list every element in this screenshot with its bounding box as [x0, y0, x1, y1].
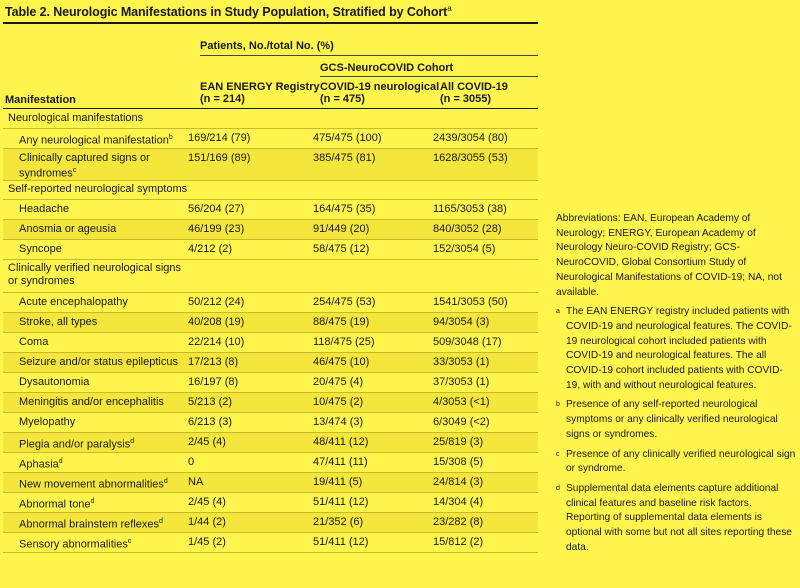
- cell-c2: 164/475 (35): [303, 200, 421, 220]
- header-col3: [440, 81, 508, 105]
- cell-c1: 46/199 (23): [181, 220, 303, 240]
- header-subgroup: GCS-NeuroCOVID Cohort: [320, 62, 454, 74]
- cell-c2: 118/475 (25): [303, 333, 421, 353]
- row-label: [3, 373, 181, 393]
- cell-c1: 5/213 (2): [181, 393, 303, 413]
- footnote-letter: b: [556, 401, 560, 409]
- row-label-text: Clinically captured signs or: [19, 152, 150, 164]
- row-label-text: Sensory abnormalities: [19, 538, 128, 551]
- table-row: [3, 433, 538, 453]
- cell-c1: 16/197 (8): [181, 373, 303, 393]
- footnote-mark: b: [168, 134, 173, 141]
- table-row: [3, 533, 538, 553]
- footnote-letter: a: [556, 308, 560, 316]
- cell-c1: 151/169 (89): [181, 149, 303, 181]
- row-label-text: Plegia and/or paralysis: [19, 438, 131, 451]
- section-label-text: Self-reported neurological symptoms: [8, 183, 188, 195]
- cell-c3: 94/3054 (3): [421, 313, 538, 333]
- cell-c2: 385/475 (81): [303, 149, 421, 181]
- cell-c2: 51/411 (12): [303, 493, 421, 513]
- table-row: [3, 333, 538, 353]
- footnote-mark: d: [163, 478, 168, 485]
- header-col1: [200, 81, 320, 105]
- table-row: [3, 149, 538, 181]
- cell-c2: 19/411 (5): [303, 473, 421, 493]
- row-label-text: Syncope: [19, 243, 62, 255]
- row-label: [3, 453, 181, 473]
- row-label: [3, 149, 181, 181]
- row-label-text: Meningitis and/or encephalitis: [19, 396, 164, 408]
- header-group: Patients, No./total No. (%): [200, 40, 334, 52]
- section-label: [3, 181, 538, 200]
- row-label-text: Headache: [19, 203, 70, 215]
- footnote-letter: c: [556, 450, 560, 458]
- row-label-text: Myelopathy: [19, 416, 76, 428]
- cell-c1: 50/212 (24): [181, 293, 303, 313]
- cell-c1: 17/213 (8): [181, 353, 303, 373]
- cell-c3: 24/814 (3): [421, 473, 538, 493]
- table-row: [3, 513, 538, 533]
- table-row: [3, 129, 538, 149]
- row-label: [3, 393, 181, 413]
- footnote: [556, 448, 796, 477]
- footnote-text: Presence of any clinically verified neurological sign or syndrome.: [566, 448, 796, 475]
- cell-c3: 1628/3055 (53): [421, 149, 538, 181]
- cell-c2: 10/475 (2): [303, 393, 421, 413]
- manifestation-table: [3, 110, 538, 553]
- row-label-text: New movement abnormalities: [19, 478, 164, 491]
- row-label: [3, 313, 181, 333]
- cell-c3: 6/3049 (<2): [421, 413, 538, 433]
- header-subgroup-rule: [320, 76, 538, 77]
- row-label: [3, 220, 181, 240]
- cell-c2: 58/475 (12): [303, 240, 421, 260]
- cell-c3: 23/282 (8): [421, 513, 538, 533]
- cell-c1: 2/45 (4): [181, 433, 303, 453]
- row-label: [3, 240, 181, 260]
- table-row: [3, 293, 538, 313]
- row-label: [3, 200, 181, 220]
- row-label-text: Seizure and/or status epilepticus: [19, 356, 178, 368]
- row-label: [3, 333, 181, 353]
- row-label: [3, 533, 181, 553]
- footnote-mark: d: [130, 438, 135, 445]
- cell-c3: 15/308 (5): [421, 453, 538, 473]
- footnote-mark: d: [90, 498, 95, 505]
- footnote-text: Presence of any self-reported neurological symptoms or any clinically verified neurological signs or syndromes.: [566, 399, 778, 440]
- row-label: [3, 293, 181, 313]
- row-label: [3, 413, 181, 433]
- footnote-letter: d: [556, 484, 560, 492]
- header-col1-name: EAN ENERGY Registry: [200, 81, 320, 93]
- footnote-mark: c: [72, 166, 77, 174]
- section-label-text: Neurological manifestations: [8, 112, 144, 124]
- table-title-text: Table 2. Neurologic Manifestations in Study Population, Stratified by Cohort: [5, 5, 448, 20]
- cell-c3: 152/3054 (5): [421, 240, 538, 260]
- cell-c1: 169/214 (79): [181, 129, 303, 149]
- section-label: [3, 260, 538, 293]
- row-label-text: Acute encephalopathy: [19, 296, 128, 308]
- cell-c2: 254/475 (53): [303, 293, 421, 313]
- table-row: [3, 373, 538, 393]
- cell-c2: 20/475 (4): [303, 373, 421, 393]
- cell-c1: 4/212 (2): [181, 240, 303, 260]
- cell-c2: 46/475 (10): [303, 353, 421, 373]
- table-row: [3, 240, 538, 260]
- table-row: [3, 353, 538, 373]
- footnote-text: The EAN ENERGY registry included patients with COVID-19 and neurological features. The COVID-19 neurological cohort included patients with COVID-19 and neurological features. The all COVID-19 cohort included patients with COVID-19, with and without neurological features.: [566, 306, 792, 391]
- cell-c2: 88/475 (19): [303, 313, 421, 333]
- footnotes-list: [556, 305, 796, 555]
- header-manifestation: Manifestation: [5, 94, 76, 106]
- row-label-text: Stroke, all types: [19, 316, 98, 328]
- section-label-text-2: or syndromes: [8, 274, 75, 287]
- section-row: [3, 181, 538, 200]
- row-label-text: Anosmia or ageusia: [19, 223, 117, 235]
- header-col2: [320, 81, 439, 105]
- cell-c1: NA: [181, 473, 303, 493]
- table-row: [3, 453, 538, 473]
- header-col3-name: All COVID-19: [440, 81, 508, 93]
- cell-c3: 509/3048 (17): [421, 333, 538, 353]
- row-label-text-2: syndromes: [19, 167, 73, 180]
- cell-c3: 840/3052 (28): [421, 220, 538, 240]
- cell-c1: 0: [181, 453, 303, 473]
- table-row: [3, 493, 538, 513]
- footnote: [556, 305, 796, 393]
- cell-c3: 1165/3053 (38): [421, 200, 538, 220]
- header-rule: [3, 108, 538, 109]
- footnote-mark: c: [127, 538, 132, 545]
- footnote: [556, 398, 796, 442]
- cell-c3: 4/3053 (<1): [421, 393, 538, 413]
- cell-c3: 15/812 (2): [421, 533, 538, 553]
- row-label-text: Abnormal tone: [19, 498, 91, 511]
- footnote-text: Supplemental data elements capture additional clinical features and baseline risk factors. Reporting of supplemental data elements is optional with some but not all sites reporting these data.: [566, 482, 792, 553]
- row-label-text: Aphasia: [19, 458, 59, 471]
- abbreviations-note: Abbreviations: EAN, European Academy of Neurology; ENERGY, European Academy of Neurology Neuro-COVID Registry; GCS-NeuroCOVID, Global Consortium Study of Neurological Manifestations of COVID-19; NA, not available.: [556, 213, 782, 298]
- cell-c1: 2/45 (4): [181, 493, 303, 513]
- cell-c2: 91/449 (20): [303, 220, 421, 240]
- header-col3-n: (n = 3055): [440, 93, 492, 105]
- header-col2-n: (n = 475): [320, 93, 365, 105]
- row-label: [3, 129, 181, 149]
- row-label: [3, 513, 181, 533]
- cell-c2: 51/411 (12): [303, 533, 421, 553]
- cell-c1: 56/204 (27): [181, 200, 303, 220]
- title-footnote-mark: a: [447, 4, 452, 13]
- footnote-mark: d: [159, 518, 163, 525]
- row-label-text: Coma: [19, 336, 49, 348]
- cell-c3: 14/304 (4): [421, 493, 538, 513]
- footnote: [556, 482, 796, 556]
- header-col1-n: (n = 214): [200, 93, 245, 105]
- cell-c3: 1541/3053 (50): [421, 293, 538, 313]
- section-row: [3, 110, 538, 129]
- cell-c2: 47/411 (11): [303, 453, 421, 473]
- cell-c3: 2439/3054 (80): [421, 129, 538, 149]
- cell-c1: 22/214 (10): [181, 333, 303, 353]
- section-row: [3, 260, 538, 293]
- cell-c2: 475/475 (100): [303, 129, 421, 149]
- table-row: [3, 220, 538, 240]
- cell-c2: 13/474 (3): [303, 413, 421, 433]
- row-label-text: Dysautonomia: [19, 376, 90, 388]
- footnote-mark: d: [58, 458, 63, 465]
- row-label: [3, 353, 181, 373]
- section-label-text: Clinically verified neurological signs: [8, 262, 182, 274]
- table-row: [3, 200, 538, 220]
- header-group-rule: [200, 55, 538, 56]
- cell-c3: 37/3053 (1): [421, 373, 538, 393]
- table-row: [3, 413, 538, 433]
- table-title: [5, 4, 452, 19]
- cell-c1: 1/45 (2): [181, 533, 303, 553]
- table-row: [3, 313, 538, 333]
- cell-c1: 6/213 (3): [181, 413, 303, 433]
- row-label-text: Abnormal brainstem reflexes: [19, 518, 160, 531]
- header-col2-name: COVID-19 neurological: [320, 81, 440, 93]
- cell-c2: 48/411 (12): [303, 433, 421, 453]
- cell-c1: 40/208 (19): [181, 313, 303, 333]
- cell-c3: 33/3053 (1): [421, 353, 538, 373]
- table-row: [3, 393, 538, 413]
- cell-c2: 21/352 (6): [303, 513, 421, 533]
- section-label: [3, 110, 538, 129]
- row-label: [3, 433, 181, 453]
- row-label: [3, 473, 181, 493]
- table-notes: [556, 212, 796, 560]
- top-rule: [3, 22, 538, 24]
- row-label: [3, 493, 181, 513]
- table-row: [3, 473, 538, 493]
- cell-c3: 25/819 (3): [421, 433, 538, 453]
- cell-c1: 1/44 (2): [181, 513, 303, 533]
- row-label-text: Any neurological manifestation: [19, 134, 169, 147]
